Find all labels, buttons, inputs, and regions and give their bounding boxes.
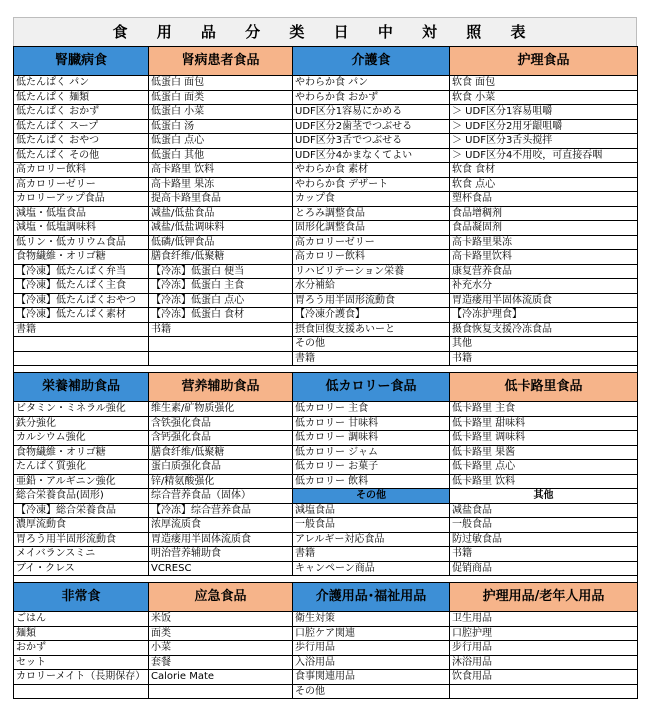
table-cell: 低蛋白 面包 bbox=[149, 76, 293, 91]
table-cell: 软食 点心 bbox=[450, 177, 638, 192]
table-cell: 高カロリーゼリー bbox=[293, 235, 450, 250]
section-separator bbox=[14, 366, 638, 373]
table-cell: 食事関連用品 bbox=[293, 670, 450, 685]
table-cell: 【冷冻】低蛋白 食材 bbox=[149, 308, 293, 323]
table-cell bbox=[450, 684, 638, 699]
table-cell: ＞ UDF区分4不用咬，可直接吞咽 bbox=[450, 148, 638, 163]
table-cell: カルシウム強化 bbox=[14, 431, 149, 446]
table-cell bbox=[14, 351, 149, 366]
table-cell: 补充水分 bbox=[450, 279, 638, 294]
table-cell: その他 bbox=[293, 684, 450, 699]
table-cell: 高カロリー飲料 bbox=[14, 163, 149, 178]
table-cell: 低カロリー 飲料 bbox=[293, 474, 450, 489]
table-cell: その他 bbox=[293, 489, 450, 504]
table-cell: 濃厚流動食 bbox=[14, 518, 149, 533]
table-cell: アレルギー対応食品 bbox=[293, 532, 450, 547]
table-row bbox=[14, 612, 638, 627]
table-cell: 膳食纤维/低聚糖 bbox=[149, 445, 293, 460]
table-cell: 书籍 bbox=[450, 351, 638, 366]
table-cell bbox=[149, 337, 293, 352]
table-cell: 软食 食材 bbox=[450, 163, 638, 178]
category-header: 介護用品･福祉用品 bbox=[293, 583, 450, 612]
section-separator bbox=[14, 576, 638, 583]
table-cell: 水分補給 bbox=[293, 279, 450, 294]
table-cell: 食物繊維・オリゴ糖 bbox=[14, 250, 149, 265]
table-cell: 套餐 bbox=[149, 655, 293, 670]
table-row bbox=[14, 250, 638, 265]
table-cell: 书籍 bbox=[149, 322, 293, 337]
table-cell: 低卡路里 甜味料 bbox=[450, 416, 638, 431]
table-cell: 提高卡路里食品 bbox=[149, 192, 293, 207]
table-cell: 康复营养食品 bbox=[450, 264, 638, 279]
table-cell: 低たんぱく パン bbox=[14, 76, 149, 91]
category-header: 非常食 bbox=[14, 583, 149, 612]
table-cell: 口腔护理 bbox=[450, 626, 638, 641]
table-row bbox=[14, 655, 638, 670]
table-cell: 【冷凍介護食】 bbox=[293, 308, 450, 323]
table-cell: 含钙强化食品 bbox=[149, 431, 293, 446]
table-cell: やわらか食 素材 bbox=[293, 163, 450, 178]
table-cell: おかず bbox=[14, 641, 149, 656]
table-row bbox=[14, 206, 638, 221]
table-cell: 麺類 bbox=[14, 626, 149, 641]
separator-cell bbox=[14, 576, 638, 583]
table-cell: 書籍 bbox=[14, 322, 149, 337]
table-row bbox=[14, 626, 638, 641]
table-cell: 低カロリー 甘味料 bbox=[293, 416, 450, 431]
table-row bbox=[14, 351, 638, 366]
table-cell: 米饭 bbox=[149, 612, 293, 627]
table-row bbox=[14, 177, 638, 192]
table-row bbox=[14, 76, 638, 91]
table-cell: その他 bbox=[293, 337, 450, 352]
table-row bbox=[14, 670, 638, 685]
table-cell: 食物繊維・オリゴ糖 bbox=[14, 445, 149, 460]
table-cell bbox=[14, 337, 149, 352]
table-row bbox=[14, 489, 638, 504]
table-cell: 胃造瘘用半固体流质食 bbox=[450, 293, 638, 308]
table-cell: カップ食 bbox=[293, 192, 450, 207]
table-cell: 明治营养辅助食 bbox=[149, 547, 293, 562]
table-cell: セット bbox=[14, 655, 149, 670]
table-cell: 低蛋白 小菜 bbox=[149, 105, 293, 120]
category-header: 低卡路里食品 bbox=[450, 373, 638, 402]
table-cell: 低磷/低钾食品 bbox=[149, 235, 293, 250]
table-cell: 【冷冻】低蛋白 便当 bbox=[149, 264, 293, 279]
table-cell: 低たんぱく その他 bbox=[14, 148, 149, 163]
table-row bbox=[14, 119, 638, 134]
section-header-row bbox=[14, 583, 638, 612]
table-cell: 膳食纤维/低聚糖 bbox=[149, 250, 293, 265]
table-cell: リハビリテーション栄養 bbox=[293, 264, 450, 279]
table-cell: 促销商品 bbox=[450, 561, 638, 576]
table-cell bbox=[14, 684, 149, 699]
table-cell: 摄食恢复支援冷冻食品 bbox=[450, 322, 638, 337]
table-cell bbox=[149, 684, 293, 699]
section-header-row bbox=[14, 373, 638, 402]
table-cell: メイバランスミニ bbox=[14, 547, 149, 562]
table-cell: 食品增稠剂 bbox=[450, 206, 638, 221]
table-cell: ごはん bbox=[14, 612, 149, 627]
table-cell: ＞ UDF区分3舌头搅拌 bbox=[450, 134, 638, 149]
table-row bbox=[14, 192, 638, 207]
table-cell: 減塩食品 bbox=[293, 503, 450, 518]
table-row bbox=[14, 547, 638, 562]
table-cell: 入浴用品 bbox=[293, 655, 450, 670]
table-cell: 含铁强化食品 bbox=[149, 416, 293, 431]
sheet-title: 食 用 品 分 类 日 中 対 照 表 bbox=[13, 17, 637, 46]
table-cell: 低蛋白 其他 bbox=[149, 148, 293, 163]
table-cell: やわらか食 パン bbox=[293, 76, 450, 91]
table-cell: 固形化調整食品 bbox=[293, 221, 450, 236]
table-cell: 【冷凍】総合栄養食品 bbox=[14, 503, 149, 518]
table-cell: 沐浴用品 bbox=[450, 655, 638, 670]
table-cell: 胃ろう用半固形流動食 bbox=[14, 532, 149, 547]
table-cell: 摂食回復支援あいーと bbox=[293, 322, 450, 337]
table-cell: 低卡路里 饮料 bbox=[450, 474, 638, 489]
table-cell: 低リン・低カリウム食品 bbox=[14, 235, 149, 250]
table-cell: 减盐食品 bbox=[450, 503, 638, 518]
table-row bbox=[14, 518, 638, 533]
table-cell: ビタミン・ミネラル強化 bbox=[14, 402, 149, 417]
table-cell: 口腔ケア関連 bbox=[293, 626, 450, 641]
table-cell: 【冷凍】低たんぱく弁当 bbox=[14, 264, 149, 279]
table-cell: 鉄分強化 bbox=[14, 416, 149, 431]
category-header: 栄養補助食品 bbox=[14, 373, 149, 402]
table-cell: 低たんぱく おやつ bbox=[14, 134, 149, 149]
table-row bbox=[14, 279, 638, 294]
category-header: 护理用品/老年人用品 bbox=[450, 583, 638, 612]
table-cell: UDF区分1容易にかめる bbox=[293, 105, 450, 120]
table-cell: UDF区分3舌でつぶせる bbox=[293, 134, 450, 149]
table-cell: 高卡路里果冻 bbox=[450, 235, 638, 250]
table-cell: カロリーメイト（長期保存） bbox=[14, 670, 149, 685]
table-row bbox=[14, 641, 638, 656]
table-cell: 書籍 bbox=[293, 351, 450, 366]
table-cell: 【冷凍】低たんぱくおやつ bbox=[14, 293, 149, 308]
table-cell: 歩行用品 bbox=[293, 641, 450, 656]
table-cell: カロリーアップ食品 bbox=[14, 192, 149, 207]
table-cell: 饮食用品 bbox=[450, 670, 638, 685]
table-row bbox=[14, 308, 638, 323]
table-cell: 低カロリー お菓子 bbox=[293, 460, 450, 475]
category-header: 介護食 bbox=[293, 47, 450, 76]
table-row bbox=[14, 293, 638, 308]
category-header: 应急食品 bbox=[149, 583, 293, 612]
table-cell: UDF区分2歯茎でつぶせる bbox=[293, 119, 450, 134]
table-cell: 低卡路里 主食 bbox=[450, 402, 638, 417]
table-cell: UDF区分4かまなくてよい bbox=[293, 148, 450, 163]
table-cell: 総合栄養食品(固形) bbox=[14, 489, 149, 504]
table-cell: 高卡路里 果冻 bbox=[149, 177, 293, 192]
table-cell: やわらか食 おかず bbox=[293, 90, 450, 105]
table-row bbox=[14, 221, 638, 236]
table-row bbox=[14, 134, 638, 149]
table-cell: 【冷冻】低蛋白 点心 bbox=[149, 293, 293, 308]
table-row bbox=[14, 148, 638, 163]
table-cell: 减盐/低盐食品 bbox=[149, 206, 293, 221]
table-cell: 小菜 bbox=[149, 641, 293, 656]
table-cell: 减盐/低盐调味料 bbox=[149, 221, 293, 236]
table-row bbox=[14, 561, 638, 576]
category-header: 营养辅助食品 bbox=[149, 373, 293, 402]
table-cell: 低卡路里 果酱 bbox=[450, 445, 638, 460]
table-row bbox=[14, 90, 638, 105]
table-cell: 一般食品 bbox=[293, 518, 450, 533]
table-cell: 【冷冻护理食】 bbox=[450, 308, 638, 323]
comparison-sheet bbox=[13, 17, 637, 699]
table-row bbox=[14, 322, 638, 337]
section-header-row bbox=[14, 47, 638, 76]
table-cell: 高卡路里饮料 bbox=[450, 250, 638, 265]
table-row bbox=[14, 264, 638, 279]
table-cell: 综合营养食品（固体） bbox=[149, 489, 293, 504]
table-cell: 低たんぱく スープ bbox=[14, 119, 149, 134]
table-cell: ＞ UDF区分1容易咀嚼 bbox=[450, 105, 638, 120]
category-header: 肾病患者食品 bbox=[149, 47, 293, 76]
table-cell: 步行用品 bbox=[450, 641, 638, 656]
table-cell: VCRESC bbox=[149, 561, 293, 576]
table-cell: 【冷冻】综合营养食品 bbox=[149, 503, 293, 518]
table-row bbox=[14, 503, 638, 518]
table-cell: たんぱく質強化 bbox=[14, 460, 149, 475]
table-cell: 维生素/矿物质强化 bbox=[149, 402, 293, 417]
table-row bbox=[14, 460, 638, 475]
table-cell: 減塩・低塩調味料 bbox=[14, 221, 149, 236]
table-cell: 亜鉛・アルギニン強化 bbox=[14, 474, 149, 489]
table-cell: 软食 面包 bbox=[450, 76, 638, 91]
table-row bbox=[14, 431, 638, 446]
table-cell: 食品凝固剂 bbox=[450, 221, 638, 236]
table-cell: Calorie Mate bbox=[149, 670, 293, 685]
table-cell: 書籍 bbox=[293, 547, 450, 562]
table-cell: とろみ調整食品 bbox=[293, 206, 450, 221]
table-cell: 【冷凍】低たんぱく素材 bbox=[14, 308, 149, 323]
table-cell: 面类 bbox=[149, 626, 293, 641]
table-cell: 【冷凍】低たんぱく主食 bbox=[14, 279, 149, 294]
table-cell: 減塩・低塩食品 bbox=[14, 206, 149, 221]
comparison-table bbox=[13, 46, 638, 699]
table-cell: 低蛋白 面类 bbox=[149, 90, 293, 105]
table-row bbox=[14, 163, 638, 178]
category-header: 护理食品 bbox=[450, 47, 638, 76]
table-cell: 胃造瘘用半固体流质食 bbox=[149, 532, 293, 547]
table-cell: 蛋白质强化食品 bbox=[149, 460, 293, 475]
separator-cell bbox=[14, 366, 638, 373]
table-cell: 浓厚流质食 bbox=[149, 518, 293, 533]
table-row bbox=[14, 235, 638, 250]
table-cell: 其他 bbox=[450, 489, 638, 504]
table-cell: キャンペーン商品 bbox=[293, 561, 450, 576]
table-row bbox=[14, 445, 638, 460]
table-cell: やわらか食 デザート bbox=[293, 177, 450, 192]
table-row bbox=[14, 532, 638, 547]
table-cell: 低卡路里 点心 bbox=[450, 460, 638, 475]
table-row bbox=[14, 402, 638, 417]
table-row bbox=[14, 474, 638, 489]
table-cell: 锌/精氨酸强化 bbox=[149, 474, 293, 489]
table-cell: 书籍 bbox=[450, 547, 638, 562]
table-cell: 衛生対策 bbox=[293, 612, 450, 627]
table-cell: 低蛋白 汤 bbox=[149, 119, 293, 134]
category-header: 腎臓病食 bbox=[14, 47, 149, 76]
table-cell: ＞ UDF区分2用牙龈咀嚼 bbox=[450, 119, 638, 134]
table-cell: 卫生用品 bbox=[450, 612, 638, 627]
table-row bbox=[14, 416, 638, 431]
table-cell: 高カロリー飲料 bbox=[293, 250, 450, 265]
table-row bbox=[14, 105, 638, 120]
table-cell: 塑杯食品 bbox=[450, 192, 638, 207]
table-cell: 一般食品 bbox=[450, 518, 638, 533]
category-header: 低カロリー食品 bbox=[293, 373, 450, 402]
table-cell bbox=[149, 351, 293, 366]
table-cell: 低たんぱく 麺類 bbox=[14, 90, 149, 105]
table-cell: 软食 小菜 bbox=[450, 90, 638, 105]
table-cell: ブイ・クレス bbox=[14, 561, 149, 576]
table-cell: 防过敏食品 bbox=[450, 532, 638, 547]
table-cell: 低カロリー ジャム bbox=[293, 445, 450, 460]
table-cell: 胃ろう用半固形流動食 bbox=[293, 293, 450, 308]
table-row bbox=[14, 337, 638, 352]
table-cell: 高卡路里 饮料 bbox=[149, 163, 293, 178]
table-cell: 低カロリー 主食 bbox=[293, 402, 450, 417]
table-row bbox=[14, 684, 638, 699]
table-cell: 低カロリー 調味料 bbox=[293, 431, 450, 446]
table-cell: 高カロリーゼリー bbox=[14, 177, 149, 192]
table-cell: 低たんぱく おかず bbox=[14, 105, 149, 120]
table-cell: 低卡路里 调味料 bbox=[450, 431, 638, 446]
table-cell: 低蛋白 点心 bbox=[149, 134, 293, 149]
table-cell: 其他 bbox=[450, 337, 638, 352]
table-cell: 【冷冻】低蛋白 主食 bbox=[149, 279, 293, 294]
